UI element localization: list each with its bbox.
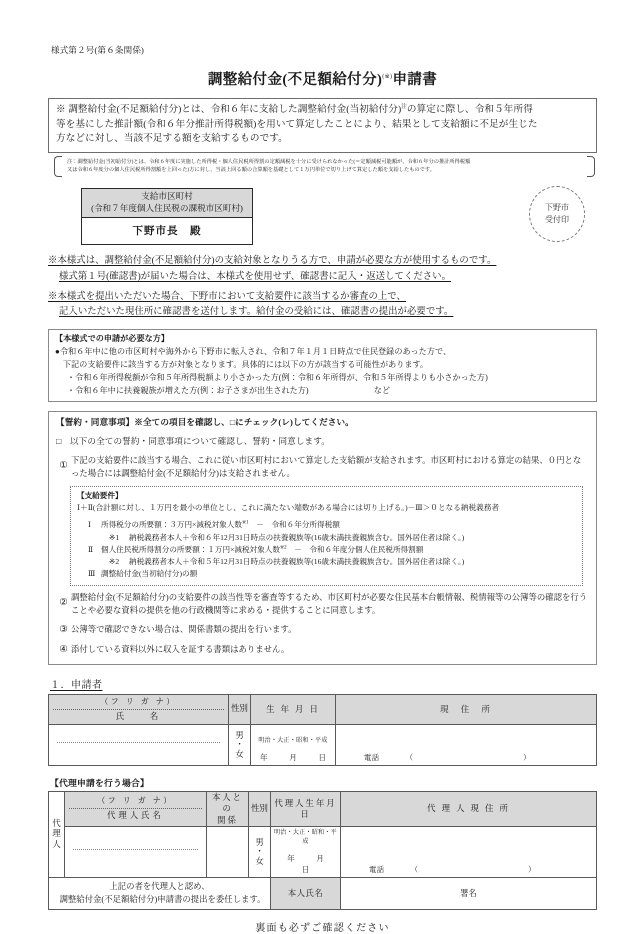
proxy-header-row xyxy=(49,791,597,826)
requirement-note-2-text: 納税義務者本人＋令和５年12月31日時点の扶養親族等(16歳未満扶養親族含む。国外居住者は除く。) xyxy=(129,557,465,567)
requirement-row-2-sup: ※2 xyxy=(279,545,287,551)
applicant-name-field[interactable] xyxy=(49,724,229,765)
proxy-sex-header: 性別 xyxy=(249,791,271,826)
eligibility-line-2: 下記の支給要件に該当する方が対象となります。具体的には以下の方が該当する可能性があります。 xyxy=(63,359,429,369)
eligibility-bullet-2: ・令和６年中に扶養親族が増えた方(例：お子さまが出生された方) など xyxy=(67,385,391,395)
page-title xyxy=(48,68,597,89)
eligibility-title: 【本様式での申請が必要な方】 xyxy=(55,334,170,344)
page-title-main: 調整給付金(不足額給付分) xyxy=(207,72,383,88)
mayor-addressee: 下野市長 殿 xyxy=(132,226,202,238)
eligibility-box xyxy=(48,329,597,402)
pledge-item-1 xyxy=(56,454,589,481)
applicant-telephone-label: 電話 xyxy=(364,752,380,762)
notice-1-line-1: ※本様式は、調整給付金(不足額給付分)の支給対象となりうる方で、申請が必要な方が使用するものです。 xyxy=(48,256,497,267)
pledge-item-1-text: 下記の支給要件に該当する場合、これに従い市区町村において算定した支給額が支給されます。市区町村における算定の結果、０円となった場合には調整給付金(不足額給付分)は支給されません。 xyxy=(71,455,582,479)
requirement-note-1-label: ※1 xyxy=(109,532,120,542)
footnote-bracket xyxy=(54,156,595,177)
principal-signature-field[interactable] xyxy=(341,877,597,909)
proxy-name-label: 代理人氏名 xyxy=(107,811,164,821)
proxy-telephone-row[interactable] xyxy=(369,864,558,875)
pledge-item-3-text: 公簿等で確認できない場合は、関係書類の提出を行います。 xyxy=(71,624,297,634)
requirement-note-2 xyxy=(77,556,576,568)
note-line-1: ※ 調整給付金(不足額給付分)とは、令和６年に支給した調整給付金(当初給付分) xyxy=(56,104,402,116)
stamp-line-1: 下野市 xyxy=(545,203,569,213)
proxy-sex-field[interactable] xyxy=(249,826,271,877)
applicant-sex-field[interactable] xyxy=(229,724,251,765)
payment-requirements-box xyxy=(70,486,583,586)
proxy-relation-header xyxy=(207,791,249,826)
municipality-row xyxy=(48,188,597,246)
proxy-relation-field[interactable] xyxy=(207,826,249,877)
applicant-furigana-line[interactable] xyxy=(57,728,220,743)
proxy-telephone-label: 電話 xyxy=(369,864,385,874)
requirement-row-3-text: 調整給付金(当初給付分)の額 xyxy=(101,569,198,579)
requirement-note-1 xyxy=(77,532,576,544)
applicant-dob-writing-area[interactable] xyxy=(251,725,335,765)
proxy-dob-header: 代理人生年月日 xyxy=(271,791,341,826)
proxy-furigana-label: （フ リ ガ ナ） xyxy=(69,794,202,809)
proxy-address-writing-area[interactable] xyxy=(341,827,596,877)
footnote-line-2: 又は令和６年度分の個人住民税所得割額を上回った)方に対し、当該上回る額の合算額を基礎として１万円単位で切り上げて算定した額を支給したものです。 xyxy=(67,167,435,174)
proxy-relation-label-1: 本人との xyxy=(211,792,244,814)
proxy-relation-label-2: 関係 xyxy=(217,815,238,825)
requirement-note-1-text: 納税義務者本人＋令和６年12月31日時点の扶養親族等(16歳未満扶養親族含む。国外居住者は除く。) xyxy=(129,532,465,542)
requirements-list xyxy=(77,519,576,580)
requirement-row-2-tail: － 令和６年度分個人住民税所得割額 xyxy=(286,544,424,554)
note-line-2: 等を基にした推計額(令和６年分推計所得税額)を用いて算定したことにより、結果として支給額に不足が生じた xyxy=(56,118,538,130)
pledge-item-1-number: ① xyxy=(59,460,68,471)
proxy-input-row xyxy=(49,826,597,877)
pledge-item-2 xyxy=(56,591,589,618)
applicant-name-line[interactable] xyxy=(57,743,220,761)
applicant-sex-header: 性別 xyxy=(229,694,251,724)
pledge-item-4-number: ④ xyxy=(59,644,68,655)
municipality-header-line2: (令和７年度個人住民税の課税市区町村) xyxy=(91,202,243,213)
requirement-row-2 xyxy=(77,544,576,556)
notice-group-1 xyxy=(48,254,597,284)
eligibility-bullet-1: ・令和６年所得税額が令和５年所得税額より小さかった方(例：令和６年所得が、令和５年所得よりも小さかった方) xyxy=(67,372,488,382)
applicant-era-options[interactable]: 明治・大正・昭和・平成 xyxy=(258,737,328,744)
receipt-stamp-icon xyxy=(529,186,585,242)
municipality-header-line1: 支給市区町村 xyxy=(141,190,193,201)
municipality-box xyxy=(81,188,253,246)
note-line-1b: の算定に際し、令和５年所得 xyxy=(406,104,533,116)
notice-group-2 xyxy=(48,290,597,320)
form-number: 様式第２号(第６条関係) xyxy=(51,45,145,55)
proxy-ymd-labels: 年 月 日 xyxy=(287,853,346,874)
delegation-line-2: 調整給付金(不足額給付分)申請書の提出を委任します。 xyxy=(59,895,266,905)
proxy-section-heading: 【代理申請を行う場合】 xyxy=(50,777,149,788)
applicant-sex-male[interactable]: 男 xyxy=(235,731,244,741)
delegation-statement xyxy=(49,877,271,909)
applicant-telephone-row[interactable] xyxy=(364,752,553,763)
pledge-item-3 xyxy=(56,623,589,638)
explanatory-note-box xyxy=(48,98,597,153)
pledge-consent-box xyxy=(48,411,597,664)
requirement-row-2-text: 個人住民税所得割分の所要額：１万円×減税対象人数 xyxy=(101,544,280,554)
proxy-address-field[interactable] xyxy=(341,826,597,877)
notice-1-line-2: 様式第１号(確認書)が届いた場合は、本様式を使用せず、確認書に記入・返送してください。 xyxy=(59,271,452,282)
page-title-suffix: 申請書 xyxy=(392,72,438,88)
pledge-item-4-text: 添付している資料以外に収入を証する書類はありません。 xyxy=(71,644,290,654)
requirement-row-1-mark: Ⅰ xyxy=(88,520,91,530)
proxy-address-header: 代 理 人 現 住 所 xyxy=(341,791,597,826)
notice-2-line-1: ※本様式を提出いただいた場合、下野市において支給要件に該当するか審査の上で、 xyxy=(48,291,406,302)
pledge-title: 【誓約・同意事項】※全ての項目を確認し、□にチェック(レ)してください。 xyxy=(56,417,354,428)
stamp-line-2: 受付印 xyxy=(545,214,569,224)
requirements-title: 【支給要件】 xyxy=(77,490,123,500)
proxy-furigana-line[interactable] xyxy=(73,835,198,850)
requirement-row-1-text: 所得税分の所要額：３万円×減税対象人数 xyxy=(101,520,242,530)
proxy-sex-separator: ・ xyxy=(255,847,264,857)
pledge-item-2-text: 調整給付金(不足額給付分)の支給要件の該当性等を審査等するため、市区町村が必要な住民基本台帳情報、税情報等の公簿等の確認を行うことや必要な資料の提供を他の行政機関等に求める・提供することに同意します。 xyxy=(71,592,588,616)
applicant-name-writing-area[interactable] xyxy=(49,725,228,765)
requirement-row-1-sup: ※1 xyxy=(241,520,249,526)
proxy-name-header xyxy=(65,791,207,826)
pledge-item-4 xyxy=(56,643,589,658)
applicant-table xyxy=(48,694,597,766)
note-footnote-marker: 注 xyxy=(401,104,407,110)
applicant-header-row xyxy=(49,694,597,724)
proxy-name-line[interactable] xyxy=(73,850,198,868)
pledge-item-2-number: ② xyxy=(59,597,68,608)
applicant-ymd-labels: 年 月 日 xyxy=(260,752,333,762)
requirement-row-1-tail: － 令和６年分所得税額 xyxy=(248,520,340,530)
page-title-superscript: (※) xyxy=(382,74,393,81)
signature-label: 署名 xyxy=(460,889,477,899)
requirement-row-3 xyxy=(77,568,576,580)
requirements-formula: Ⅰ＋Ⅱ(合計額に対し、１万円を最小の単位とし、これに満たない端数がある場合には切り上げる。)－Ⅲ＞０となる納税義務者 xyxy=(77,503,500,512)
proxy-sex-female[interactable]: 女 xyxy=(255,856,264,866)
applicant-dob-header: 生 年 月 日 xyxy=(251,694,336,724)
proxy-sex-male[interactable]: 男 xyxy=(255,838,264,848)
municipality-header xyxy=(82,189,252,219)
delegation-line-1: 上記の者を代理人と認め、 xyxy=(109,881,210,891)
footer-note: 裏面も必ずご確認ください xyxy=(255,922,390,934)
pledge-item-3-number: ③ xyxy=(59,624,68,635)
proxy-vertical-text: 代 理 人 xyxy=(52,819,61,849)
delegation-row xyxy=(49,877,597,909)
eligibility-line-1: ●令和６年中に他の市区町村や海外から下野市に転入され、令和７年１月１日時点で住民登録のあった方で、 xyxy=(55,347,452,357)
proxy-dob-writing-area[interactable] xyxy=(271,827,346,877)
applicant-address-field[interactable] xyxy=(336,724,597,765)
note-line-3: 方などに対し、当該不足する額を支給するものです。 xyxy=(56,133,288,145)
proxy-vertical-label xyxy=(49,791,65,877)
applicant-name-header xyxy=(49,694,229,724)
proxy-table xyxy=(48,791,597,910)
applicant-name-label: 氏 名 xyxy=(115,711,162,721)
pledge-checkbox[interactable]: □ 以下の全ての誓約・同意事項について確認し、誓約・同意します。 xyxy=(56,436,330,447)
requirement-row-2-mark: Ⅱ xyxy=(88,544,94,554)
proxy-name-writing-area[interactable] xyxy=(65,827,206,877)
proxy-name-field[interactable] xyxy=(65,826,207,877)
requirement-note-2-label: ※2 xyxy=(109,557,120,567)
principal-name-header: 本人氏名 xyxy=(271,877,341,909)
applicant-telephone-paren: （ ） xyxy=(405,752,553,762)
applicant-sex-options[interactable] xyxy=(229,731,250,759)
proxy-era-options[interactable]: 明治・大正・昭和・平成 xyxy=(273,829,337,845)
applicant-sex-separator: ・ xyxy=(235,740,244,750)
applicant-address-header: 現 住 所 xyxy=(336,694,597,724)
footnote-line-1: 注：調整給付金(当初給付分)とは、令和６年度に実施した所得税・個人住民税所得割の定額減税を十分に受けられなかった(＝定額減税可能額が、令和６年分の推計所得税額 xyxy=(67,158,471,165)
proxy-dob-field[interactable] xyxy=(271,826,346,877)
applicant-furigana-label: （フ リ ガ ナ） xyxy=(53,695,224,710)
notice-2-line-2: 記入いただいた現住所に確認書を送付します。給付金の受給には、確認書の提出が必要です。 xyxy=(59,307,454,318)
applicant-sex-female[interactable]: 女 xyxy=(235,749,244,759)
applicant-address-writing-area[interactable] xyxy=(336,725,596,765)
applicant-input-row xyxy=(49,724,597,765)
proxy-sex-options[interactable] xyxy=(249,838,270,866)
applicant-dob-field[interactable] xyxy=(251,724,336,765)
requirement-row-1 xyxy=(77,519,576,531)
applicant-section-heading: １．申請者 xyxy=(50,679,103,691)
proxy-telephone-paren: （ ） xyxy=(410,864,558,874)
requirement-row-3-mark: Ⅲ xyxy=(88,569,96,579)
